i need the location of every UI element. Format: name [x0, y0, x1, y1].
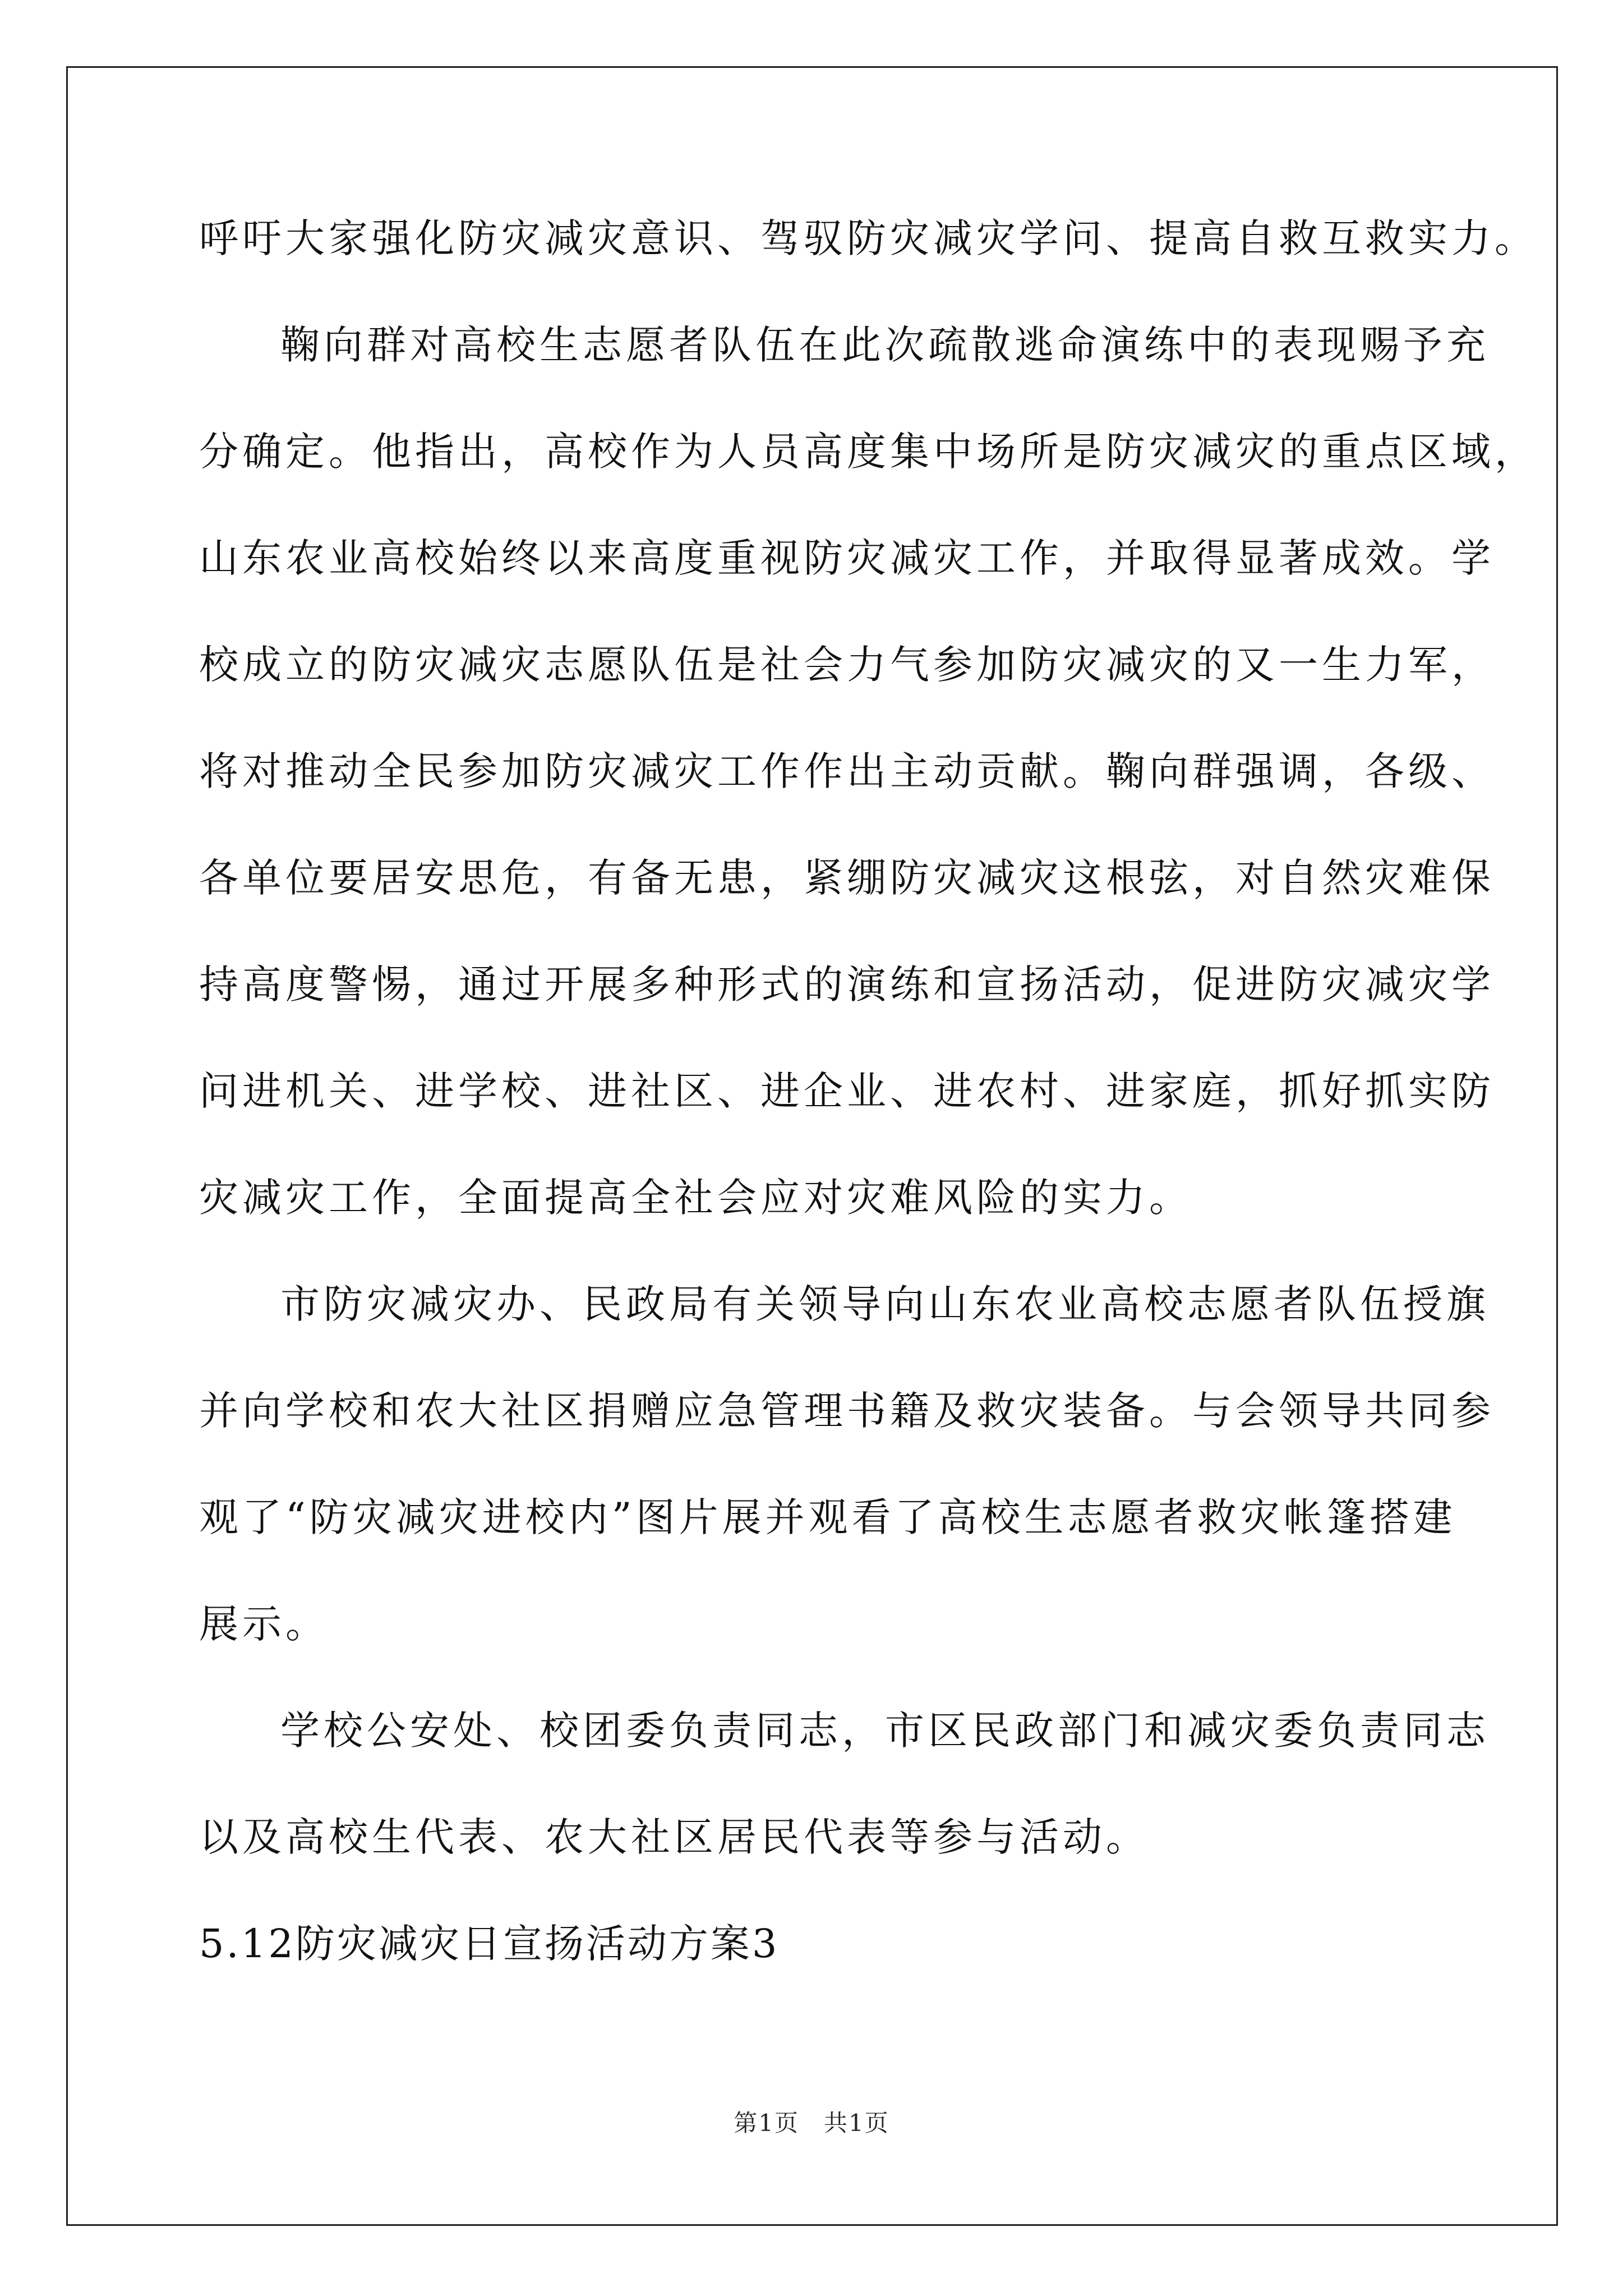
text-line: 并向学校和农大社区捐赠应急管理书籍及救灾装备。与会领导共同参	[199, 1388, 1495, 1434]
page-border	[66, 66, 1558, 2226]
paragraph-first-line: 市防灾减灾办、民政局有关领导向山东农业高校志愿者队伍授旗	[280, 1281, 1490, 1327]
text-line: 展示。	[199, 1601, 329, 1647]
text-line: 各单位要居安思危，有备无患，紧绷防灾减灾这根弦，对自然灾难保	[199, 855, 1495, 901]
text-line: 将对推动全民参加防灾减灾工作作出主动贡献。鞠向群强调，各级、	[199, 748, 1495, 794]
paragraph-first-line: 学校公安处、校团委负责同志，市区民政部门和减灾委负责同志	[280, 1708, 1490, 1754]
page-footer: 第1页 共1页	[734, 2109, 889, 2137]
text-line: 校成立的防灾减灾志愿队伍是社会力气参加防灾减灾的又一生力军，	[199, 642, 1495, 688]
text-line: 山东农业高校始终以来高度重视防灾减灾工作，并取得显著成效。学	[199, 535, 1495, 581]
text-line: 观了“防灾减灾进校内”图片展并观看了高校生志愿者救灾帐篷搭建	[199, 1494, 1456, 1540]
paragraph-first-line: 鞠向群对高校生志愿者队伍在此次疏散逃命演练中的表现赐予充	[280, 322, 1490, 368]
text-line: 分确定。他指出，高校作为人员高度集中场所是防灾减灾的重点区域，	[199, 429, 1538, 475]
text-line: 以及高校生代表、农大社区居民代表等参与活动。	[199, 1814, 1149, 1860]
text-line: 呼吁大家强化防灾减灾意识、驾驭防灾减灾学问、提高自救互救实力。	[199, 215, 1538, 261]
text-line: 问进机关、进学校、进社区、进企业、进农村、进家庭，抓好抓实防	[199, 1068, 1495, 1114]
section-heading: 5.12防灾减灾日宣扬活动方案3	[199, 1921, 780, 1967]
text-line: 持高度警惕，通过开展多种形式的演练和宣扬活动，促进防灾减灾学	[199, 961, 1495, 1007]
text-line: 灾减灾工作，全面提高全社会应对灾难风险的实力。	[199, 1175, 1192, 1221]
